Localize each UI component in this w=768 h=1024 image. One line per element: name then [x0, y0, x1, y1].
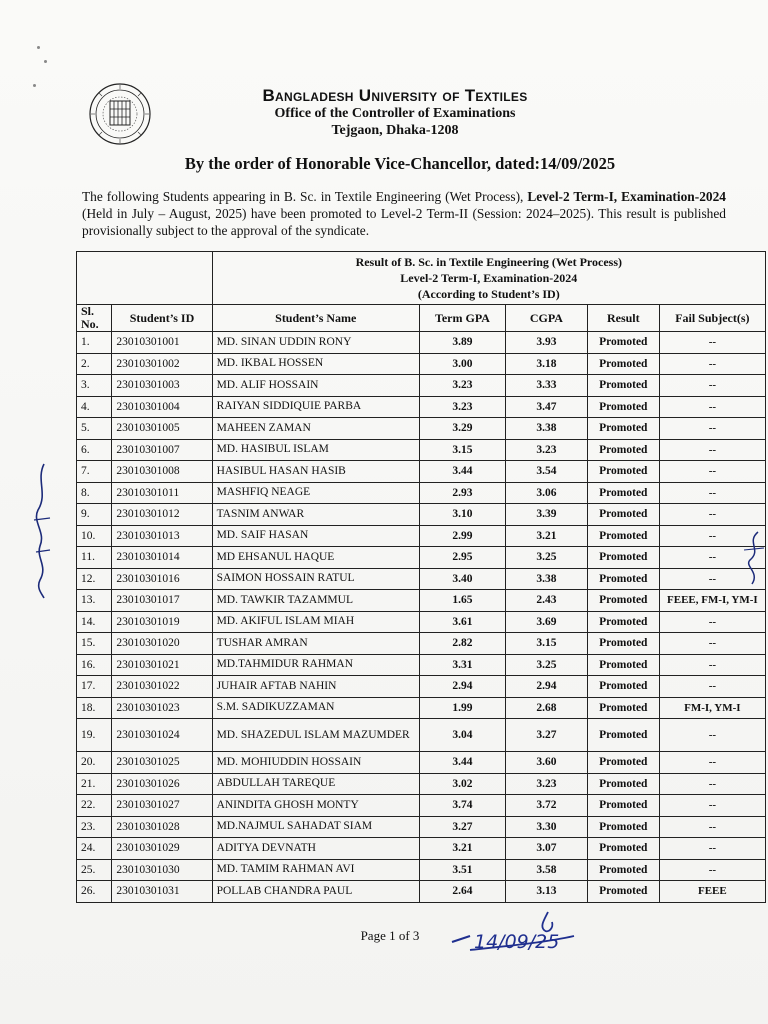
row-fail-subjects: --	[659, 676, 765, 698]
row-term-gpa: 3.89	[419, 332, 505, 354]
row-cgpa: 3.38	[505, 418, 587, 440]
row-sl-no: 24.	[77, 838, 112, 860]
row-term-gpa: 3.74	[419, 795, 505, 817]
row-sl-no: 19.	[77, 719, 112, 752]
row-sl-no: 6.	[77, 439, 112, 461]
row-student-id: 23010301013	[112, 525, 212, 547]
row-fail-subjects: --	[659, 611, 765, 633]
row-sl-no: 11.	[77, 547, 112, 569]
row-student-id: 23010301017	[112, 590, 212, 612]
row-result: Promoted	[587, 461, 659, 483]
table-caption	[212, 252, 765, 305]
row-term-gpa: 3.61	[419, 611, 505, 633]
row-fail-subjects: --	[659, 375, 765, 397]
row-sl-no: 10.	[77, 525, 112, 547]
row-fail-subjects: FM-I, YM-I	[659, 697, 765, 719]
row-cgpa: 3.60	[505, 752, 587, 774]
row-result: Promoted	[587, 590, 659, 612]
row-student-name: MD. MOHIUDDIN HOSSAIN	[212, 752, 419, 774]
row-term-gpa: 2.93	[419, 482, 505, 504]
row-sl-no: 26.	[77, 881, 112, 903]
table-row	[77, 461, 766, 483]
signature-date-text: 14/09/25	[474, 931, 560, 953]
header-student-id: Student’s ID	[112, 305, 212, 332]
row-student-name: MD EHSANUL HAQUE	[212, 547, 419, 569]
row-result: Promoted	[587, 654, 659, 676]
row-result: Promoted	[587, 332, 659, 354]
row-term-gpa: 3.29	[419, 418, 505, 440]
row-student-id: 23010301012	[112, 504, 212, 526]
row-cgpa: 3.25	[505, 547, 587, 569]
row-student-id: 23010301024	[112, 719, 212, 752]
table-row	[77, 773, 766, 795]
row-student-name: JUHAIR AFTAB NAHIN	[212, 676, 419, 698]
row-sl-no: 17.	[77, 676, 112, 698]
row-sl-no: 3.	[77, 375, 112, 397]
row-fail-subjects: --	[659, 816, 765, 838]
row-student-name: POLLAB CHANDRA PAUL	[212, 881, 419, 903]
row-cgpa: 3.23	[505, 439, 587, 461]
row-sl-no: 12.	[77, 568, 112, 590]
table-row	[77, 859, 766, 881]
punch-hole-mark	[37, 46, 40, 49]
row-fail-subjects: --	[659, 752, 765, 774]
row-student-name: ADITYA DEVNATH	[212, 838, 419, 860]
header-fail-subjects: Fail Subject(s)	[659, 305, 765, 332]
row-result: Promoted	[587, 719, 659, 752]
row-term-gpa: 3.31	[419, 654, 505, 676]
row-student-id: 23010301020	[112, 633, 212, 655]
caption-blank-cell	[77, 252, 213, 305]
row-student-id: 23010301016	[112, 568, 212, 590]
row-fail-subjects: FEEE	[659, 881, 765, 903]
table-row	[77, 590, 766, 612]
table-row	[77, 654, 766, 676]
margin-signature-right	[738, 528, 768, 588]
row-cgpa: 3.21	[505, 525, 587, 547]
table-row	[77, 396, 766, 418]
row-student-name: MD.NAJMUL SAHADAT SIAM	[212, 816, 419, 838]
row-student-id: 23010301027	[112, 795, 212, 817]
row-student-id: 23010301030	[112, 859, 212, 881]
row-result: Promoted	[587, 525, 659, 547]
row-student-name: MD. IKBAL HOSSEN	[212, 353, 419, 375]
row-student-name: RAIYAN SIDDIQUIE PARBA	[212, 396, 419, 418]
header-term-gpa: Term GPA	[419, 305, 505, 332]
row-student-name: MAHEEN ZAMAN	[212, 418, 419, 440]
row-sl-no: 2.	[77, 353, 112, 375]
caption-line: Level-2 Term-I, Examination-2024	[400, 271, 578, 285]
row-cgpa: 3.15	[505, 633, 587, 655]
row-student-name: S.M. SADIKUZZAMAN	[212, 697, 419, 719]
row-term-gpa: 2.64	[419, 881, 505, 903]
row-sl-no: 7.	[77, 461, 112, 483]
row-cgpa: 3.13	[505, 881, 587, 903]
row-result: Promoted	[587, 439, 659, 461]
intro-text-part: (Held in July – August, 2025) have been promoted to Level-2 Term-II (Session: 2024–2025). This result is published provisionally subject to the approval of the syndicate.	[82, 206, 726, 238]
row-student-id: 23010301023	[112, 697, 212, 719]
row-fail-subjects: --	[659, 568, 765, 590]
table-header-row	[77, 305, 766, 332]
row-term-gpa: 2.99	[419, 525, 505, 547]
margin-signature-left	[26, 460, 56, 600]
row-student-name: MD. SHAZEDUL ISLAM MAZUMDER	[212, 719, 419, 752]
page-number: Page 1 of 3	[360, 928, 420, 943]
row-cgpa: 3.27	[505, 719, 587, 752]
row-student-name: MD. TAMIM RAHMAN AVI	[212, 859, 419, 881]
row-sl-no: 1.	[77, 332, 112, 354]
row-term-gpa: 3.23	[419, 375, 505, 397]
row-result: Promoted	[587, 795, 659, 817]
office-name: Office of the Controller of Examinations	[274, 106, 516, 121]
row-cgpa: 3.30	[505, 816, 587, 838]
row-term-gpa: 2.95	[419, 547, 505, 569]
row-fail-subjects: --	[659, 719, 765, 752]
row-student-id: 23010301003	[112, 375, 212, 397]
row-sl-no: 9.	[77, 504, 112, 526]
table-row	[77, 504, 766, 526]
row-student-name: MD. TAWKIR TAZAMMUL	[212, 590, 419, 612]
row-student-id: 23010301022	[112, 676, 212, 698]
row-student-id: 23010301014	[112, 547, 212, 569]
table-row	[77, 838, 766, 860]
row-student-name: MD. AKIFUL ISLAM MIAH	[212, 611, 419, 633]
row-student-id: 23010301029	[112, 838, 212, 860]
signature-with-date	[448, 906, 588, 962]
row-term-gpa: 1.65	[419, 590, 505, 612]
row-result: Promoted	[587, 418, 659, 440]
row-fail-subjects: --	[659, 633, 765, 655]
table-row	[77, 439, 766, 461]
row-result: Promoted	[587, 353, 659, 375]
row-student-name: TASNIM ANWAR	[212, 504, 419, 526]
row-student-id: 23010301008	[112, 461, 212, 483]
row-fail-subjects: --	[659, 838, 765, 860]
header-result: Result	[587, 305, 659, 332]
row-student-id: 23010301007	[112, 439, 212, 461]
row-term-gpa: 3.27	[419, 816, 505, 838]
row-student-id: 23010301025	[112, 752, 212, 774]
header-sl-no: Sl. No.	[77, 305, 112, 332]
table-row	[77, 633, 766, 655]
row-sl-no: 20.	[77, 752, 112, 774]
table-row	[77, 881, 766, 903]
row-term-gpa: 3.10	[419, 504, 505, 526]
row-cgpa: 2.43	[505, 590, 587, 612]
row-fail-subjects: --	[659, 504, 765, 526]
row-sl-no: 4.	[77, 396, 112, 418]
row-student-id: 23010301004	[112, 396, 212, 418]
row-result: Promoted	[587, 504, 659, 526]
row-term-gpa: 3.44	[419, 752, 505, 774]
row-result: Promoted	[587, 568, 659, 590]
table-row	[77, 375, 766, 397]
row-cgpa: 3.39	[505, 504, 587, 526]
row-student-id: 23010301005	[112, 418, 212, 440]
row-result: Promoted	[587, 676, 659, 698]
row-fail-subjects: --	[659, 396, 765, 418]
row-result: Promoted	[587, 838, 659, 860]
row-cgpa: 2.68	[505, 697, 587, 719]
row-result: Promoted	[587, 611, 659, 633]
office-address: Tejgaon, Dhaka-1208	[331, 123, 459, 138]
row-cgpa: 3.54	[505, 461, 587, 483]
row-sl-no: 13.	[77, 590, 112, 612]
row-student-id: 23010301026	[112, 773, 212, 795]
table-row	[77, 697, 766, 719]
row-cgpa: 3.47	[505, 396, 587, 418]
table-row	[77, 332, 766, 354]
table-row	[77, 611, 766, 633]
table-row	[77, 719, 766, 752]
row-term-gpa: 3.04	[419, 719, 505, 752]
row-term-gpa: 3.40	[419, 568, 505, 590]
table-row	[77, 752, 766, 774]
row-student-id: 23010301011	[112, 482, 212, 504]
row-student-id: 23010301002	[112, 353, 212, 375]
table-row	[77, 795, 766, 817]
intro-paragraph	[82, 188, 726, 239]
row-term-gpa: 3.44	[419, 461, 505, 483]
table-row	[77, 353, 766, 375]
row-fail-subjects: FEEE, FM-I, YM-I	[659, 590, 765, 612]
row-student-name: MD. SAIF HASAN	[212, 525, 419, 547]
row-cgpa: 3.23	[505, 773, 587, 795]
row-student-id: 23010301021	[112, 654, 212, 676]
row-fail-subjects: --	[659, 773, 765, 795]
row-fail-subjects: --	[659, 439, 765, 461]
row-result: Promoted	[587, 396, 659, 418]
row-cgpa: 3.18	[505, 353, 587, 375]
table-row	[77, 525, 766, 547]
row-student-name: MD. SINAN UDDIN RONY	[212, 332, 419, 354]
row-student-name: SAIMON HOSSAIN RATUL	[212, 568, 419, 590]
row-sl-no: 5.	[77, 418, 112, 440]
row-result: Promoted	[587, 816, 659, 838]
row-result: Promoted	[587, 773, 659, 795]
intro-exam-bold: Level-2 Term-I, Examination-2024	[527, 189, 726, 204]
row-sl-no: 18.	[77, 697, 112, 719]
row-term-gpa: 2.82	[419, 633, 505, 655]
punch-hole-mark	[44, 60, 47, 63]
table-row	[77, 568, 766, 590]
header-student-name: Student’s Name	[212, 305, 419, 332]
row-cgpa: 3.25	[505, 654, 587, 676]
row-sl-no: 15.	[77, 633, 112, 655]
row-fail-subjects: --	[659, 482, 765, 504]
row-fail-subjects: --	[659, 547, 765, 569]
row-fail-subjects: --	[659, 353, 765, 375]
row-cgpa: 3.38	[505, 568, 587, 590]
row-cgpa: 2.94	[505, 676, 587, 698]
row-student-name: MASHFIQ NEAGE	[212, 482, 419, 504]
row-sl-no: 25.	[77, 859, 112, 881]
table-row	[77, 482, 766, 504]
row-cgpa: 3.72	[505, 795, 587, 817]
intro-text-part: The following Students appearing in B. Sc. in Textile Engineering (Wet Process),	[82, 189, 528, 204]
row-cgpa: 3.58	[505, 859, 587, 881]
row-student-name: ABDULLAH TAREQUE	[212, 773, 419, 795]
row-term-gpa: 3.51	[419, 859, 505, 881]
university-seal-logo	[88, 82, 152, 146]
row-result: Promoted	[587, 482, 659, 504]
row-term-gpa: 3.23	[419, 396, 505, 418]
row-student-name: TUSHAR AMRAN	[212, 633, 419, 655]
row-fail-subjects: --	[659, 461, 765, 483]
punch-hole-mark	[33, 84, 36, 87]
row-result: Promoted	[587, 375, 659, 397]
row-term-gpa: 3.15	[419, 439, 505, 461]
row-term-gpa: 3.02	[419, 773, 505, 795]
row-cgpa: 3.33	[505, 375, 587, 397]
row-sl-no: 21.	[77, 773, 112, 795]
table-body	[77, 332, 766, 903]
row-student-name: MD.TAHMIDUR RAHMAN	[212, 654, 419, 676]
row-term-gpa: 1.99	[419, 697, 505, 719]
table-row	[77, 676, 766, 698]
row-result: Promoted	[587, 547, 659, 569]
table-row	[77, 816, 766, 838]
table-caption-row	[77, 252, 766, 305]
table-row	[77, 547, 766, 569]
row-fail-subjects: --	[659, 418, 765, 440]
row-sl-no: 8.	[77, 482, 112, 504]
row-fail-subjects: --	[659, 795, 765, 817]
row-sl-no: 22.	[77, 795, 112, 817]
row-fail-subjects: --	[659, 654, 765, 676]
row-cgpa: 3.69	[505, 611, 587, 633]
results-table	[76, 251, 766, 903]
row-student-name: HASIBUL HASAN HASIB	[212, 461, 419, 483]
header-cgpa: CGPA	[505, 305, 587, 332]
row-student-id: 23010301019	[112, 611, 212, 633]
row-fail-subjects: --	[659, 332, 765, 354]
row-student-name: ANINDITA GHOSH MONTY	[212, 795, 419, 817]
row-fail-subjects: --	[659, 859, 765, 881]
row-result: Promoted	[587, 752, 659, 774]
row-term-gpa: 2.94	[419, 676, 505, 698]
row-term-gpa: 3.00	[419, 353, 505, 375]
university-name: Bangladesh University of Textiles	[262, 86, 528, 105]
row-result: Promoted	[587, 697, 659, 719]
order-heading: By the order of Honorable Vice-Chancellor, dated:14/09/2025	[184, 154, 616, 173]
row-sl-no: 23.	[77, 816, 112, 838]
row-result: Promoted	[587, 881, 659, 903]
row-sl-no: 16.	[77, 654, 112, 676]
row-sl-no: 14.	[77, 611, 112, 633]
row-result: Promoted	[587, 633, 659, 655]
row-student-id: 23010301031	[112, 881, 212, 903]
row-cgpa: 3.06	[505, 482, 587, 504]
row-student-name: MD. ALIF HOSSAIN	[212, 375, 419, 397]
row-fail-subjects: --	[659, 525, 765, 547]
caption-line: (According to Student’s ID)	[417, 287, 560, 301]
row-cgpa: 3.93	[505, 332, 587, 354]
row-cgpa: 3.07	[505, 838, 587, 860]
table-row	[77, 418, 766, 440]
row-student-id: 23010301028	[112, 816, 212, 838]
row-result: Promoted	[587, 859, 659, 881]
row-student-name: MD. HASIBUL ISLAM	[212, 439, 419, 461]
row-term-gpa: 3.21	[419, 838, 505, 860]
caption-line: Result of B. Sc. in Textile Engineering (Wet Process)	[355, 255, 622, 269]
row-student-id: 23010301001	[112, 332, 212, 354]
